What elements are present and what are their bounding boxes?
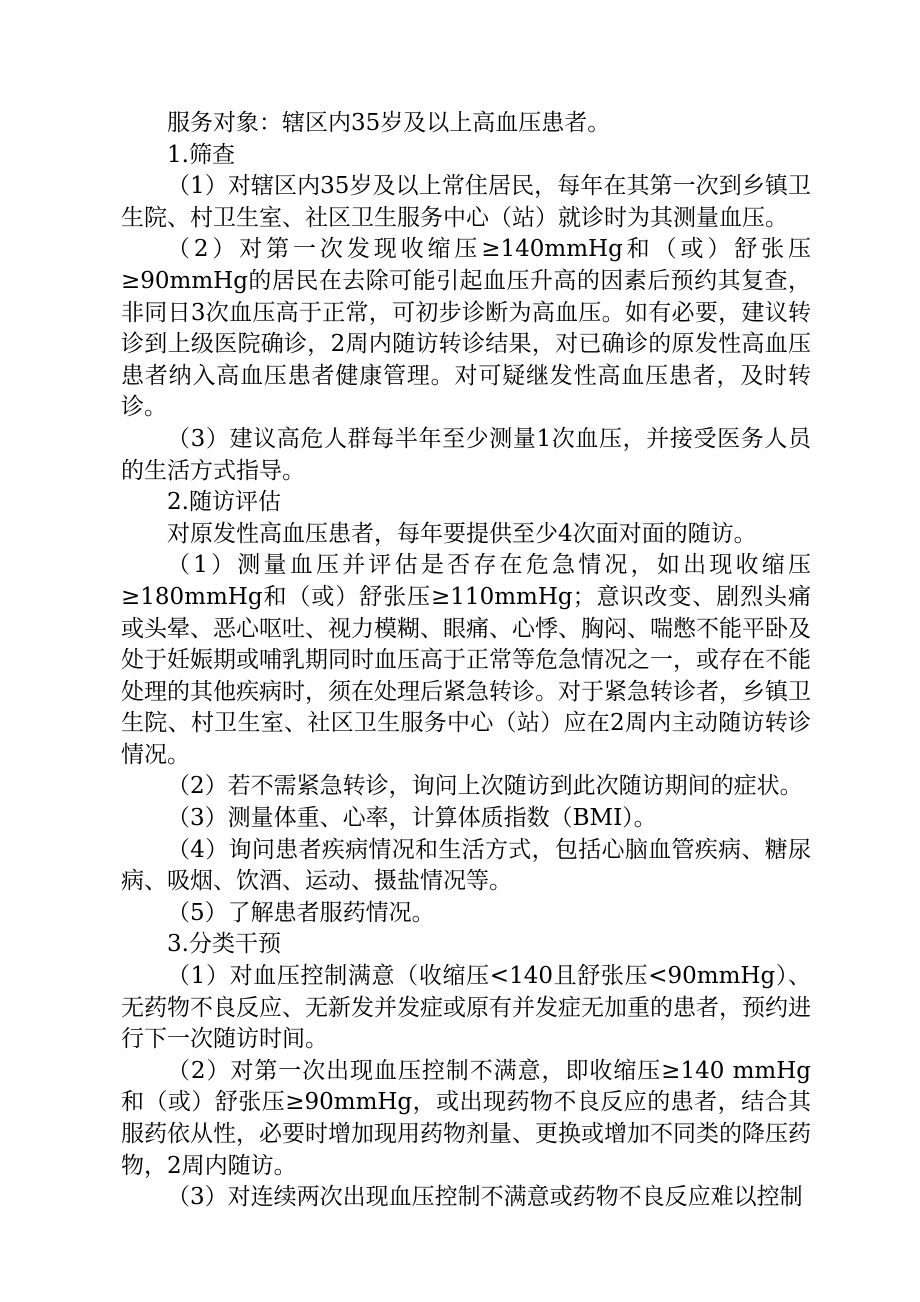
followup-item-5: （5）了解患者服药情况。 <box>167 899 435 926</box>
screening-item-3: （3）建议高危人群每半年至少测量1次血压，并接受医务人员的生活方式指导。 <box>121 425 811 484</box>
document-body <box>121 108 811 1214</box>
followup-item-1: （1）测量血压并评估是否存在危急情况，如出现收缩压≥180mmHg和（或）舒张压≥110mmHg；意识改变、剧烈头痛或头晕、恶心呕吐、视力模糊、眼痛、心悸、胸闷、喘憋不能平卧及处于妊娠期或哺乳期同时血压高于正常等危急情况之一，或存在不能处理的其他疾病时，须在处理后紧急转诊。对于紧急转诊者，乡镇卫生院、村卫生室、社区卫生服务中心（站）应在2周内主动随访转诊情况。 <box>121 552 811 768</box>
followup-item-4: （4）询问患者疾病情况和生活方式，包括心脑血管疾病、糖尿病、吸烟、饮酒、运动、摄盐情况等。 <box>121 836 811 895</box>
followup-item-2: （2）若不需紧急转诊，询问上次随访到此次随访期间的症状。 <box>167 773 803 800</box>
followup-item-3: （3）测量体重、心率，计算体质指数（BMI）。 <box>167 805 657 832</box>
screening-item-1: （1）对辖区内35岁及以上常住居民，每年在其第一次到乡镇卫生院、村卫生室、社区卫生服务中心（站）就诊时为其测量血压。 <box>121 173 811 231</box>
intervention-item-3: （3）对连续两次出现血压控制不满意或药物不良反应难以控制 <box>167 1184 803 1211</box>
screening-item-2: （2）对第一次发现收缩压≥140mmHg和（或）舒张压≥90mmHg的居民在去除可能引起血压升高的因素后预约其复查，非同日3次血压高于正常，可初步诊断为高血压。如有必要，建议转诊到上级医院确诊，2周内随访转诊结果，对已确诊的原发性高血压患者纳入高血压患者健康管理。对可疑继发性高血压患者，及时转诊。 <box>121 236 811 421</box>
section-heading-intervention: 3.分类干预 <box>167 931 281 958</box>
section-heading-followup: 2.随访评估 <box>167 489 281 516</box>
intervention-item-2: （2）对第一次出现血压控制不满意，即收缩压≥140 mmHg和（或）舒张压≥90mmHg，或出现药物不良反应的患者，结合其服药依从性，必要时增加现用药物剂量、更换或增加不同类的降压药物，2周内随访。 <box>121 1057 811 1179</box>
section-heading-screening: 1.筛查 <box>167 141 235 168</box>
followup-intro-paragraph: 对原发性高血压患者，每年要提供至少4次面对面的随访。 <box>167 520 757 547</box>
service-target-paragraph: 服务对象：辖区内35岁及以上高血压患者。 <box>167 110 611 136</box>
intervention-item-1: （1）对血压控制满意（收缩压<140且舒张压<90mmHg）、无药物不良反应、无新发并发症或原有并发症无加重的患者，预约进行下一次随访时间。 <box>121 963 811 1053</box>
